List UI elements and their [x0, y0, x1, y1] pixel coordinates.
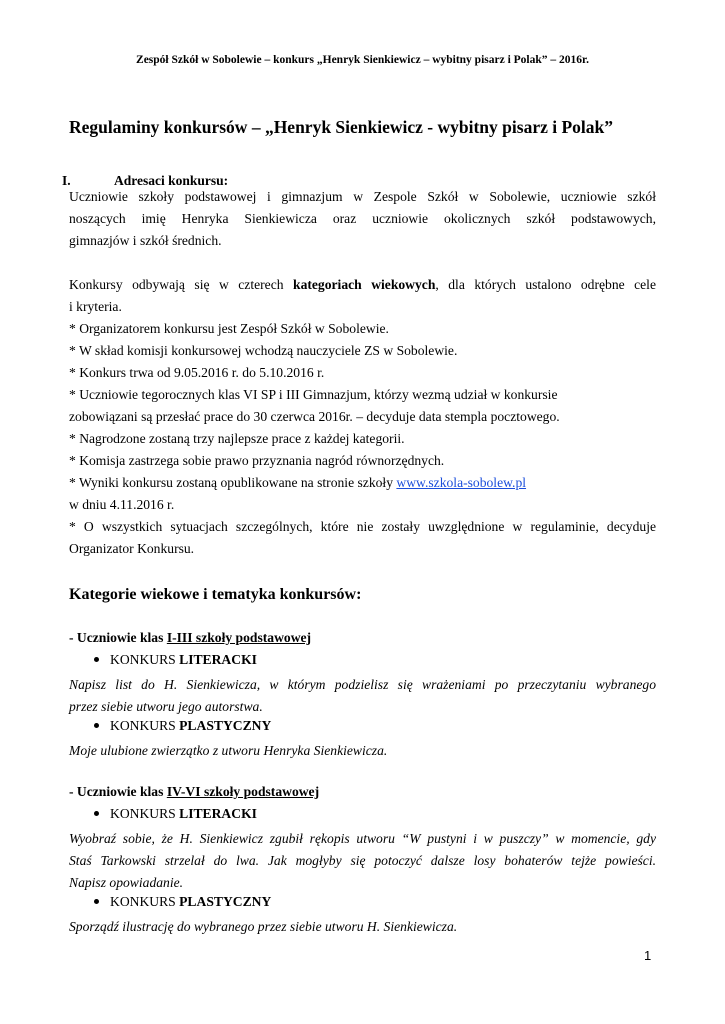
rule-item: * Nagrodzone zostaną trzy najlepsze prace z każdej kategorii.: [69, 431, 405, 446]
contest-type: PLASTYCZNY: [179, 894, 272, 909]
intro-bold: kategoriach wiekowych: [293, 277, 436, 292]
group-heading-1-3: [69, 630, 311, 646]
school-website-link[interactable]: www.szkola-sobolew.pl: [396, 475, 527, 490]
intro-text: Konkursy odbywają się w czterech: [69, 277, 284, 292]
literary-task-2-line-3: Napisz opowiadanie.: [69, 875, 184, 890]
intro-text-end: , dla których ustalono odrębne cele: [435, 277, 656, 292]
rule-item: * Organizatorem konkursu jest Zespół Szkół w Sobolewie.: [69, 321, 389, 336]
literary-task-1-line-1: Napisz list do H. Sienkiewicza, w którym podzielisz się wrażeniami po przeczytaniu wybranego: [69, 677, 656, 692]
bullet-art-1: [94, 718, 271, 734]
literary-task-2-line-1: Wyobraź sobie, że H. Sienkiewicz zgubił rękopis utworu “W pustyni i w puszczy” w momencie, gdy: [69, 831, 656, 846]
literary-task-1-line-2: przez siebie utworu jego autorstwa.: [69, 699, 263, 714]
group-prefix: - Uczniowie klas: [69, 784, 164, 799]
contest-label: KONKURS: [110, 806, 176, 821]
rule-item: * Konkurs trwa od 9.05.2016 r. do 5.10.2016 r.: [69, 365, 325, 380]
results-date: w dniu 4.11.2016 r.: [69, 497, 175, 512]
categories-heading: Kategorie wiekowe i tematyka konkursów:: [69, 586, 362, 603]
group-range: IV-VI szkoły podstawowej: [166, 784, 320, 799]
final-rule-line-2: Organizator Konkursu.: [69, 541, 195, 556]
bullet-literary-2: [94, 806, 257, 822]
page-header: Zespół Szkół w Sobolewie – konkurs „Henryk Sienkiewicz – wybitny pisarz i Polak” – 2016r.: [136, 54, 589, 66]
group-prefix: - Uczniowie klas: [69, 630, 164, 645]
contest-type: LITERACKI: [179, 652, 257, 667]
results-line: [69, 472, 656, 494]
art-task-2: Sporządź ilustrację do wybranego przez siebie utworu H. Sienkiewicza.: [69, 919, 458, 934]
rule-item: * Uczniowie tegorocznych klas VI SP i III Gimnazjum, którzy wezmą udział w konkursie: [69, 387, 558, 402]
addressees-line-1: Uczniowie szkoły podstawowej i gimnazjum w Zespole Szkół w Sobolewie, uczniowie szkół: [69, 189, 656, 204]
results-text: * Wyniki konkursu zostaną opublikowane na stronie szkoły: [69, 475, 393, 490]
contest-label: KONKURS: [110, 894, 176, 909]
document-title: Regulaminy konkursów – „Henryk Sienkiewicz - wybitny pisarz i Polak”: [69, 117, 614, 137]
page-number: 1: [644, 948, 652, 963]
contest-label: KONKURS: [110, 718, 176, 733]
categories-intro: [69, 274, 656, 296]
addressees-line-3: gimnazjów i szkół średnich.: [69, 233, 222, 248]
art-task-1: Moje ulubione zwierzątko z utworu Henryka Sienkiewicza.: [69, 743, 388, 758]
bullet-icon: [94, 723, 99, 728]
bullet-art-2: [94, 894, 271, 910]
rule-item: * Komisja zastrzega sobie prawo przyznania nagród równorzędnych.: [69, 453, 445, 468]
rule-item: zobowiązani są przesłać prace do 30 czerwca 2016r. – decyduje data stempla pocztowego.: [69, 409, 560, 424]
bullet-icon: [94, 899, 99, 904]
rule-item: * W skład komisji konkursowej wchodzą nauczyciele ZS w Sobolewie.: [69, 343, 458, 358]
literary-task-2-line-2: Staś Tarkowski strzelał do lwa. Jak mogłyby się potoczyć dalsze losy bohaterów tejże powieści.: [69, 853, 656, 868]
contest-label: KONKURS: [110, 652, 176, 667]
contest-type: PLASTYCZNY: [179, 718, 272, 733]
categories-intro-line-2: i kryteria.: [69, 299, 122, 314]
section-title: Adresaci konkursu:: [114, 173, 229, 188]
bullet-literary-1: [94, 652, 257, 668]
group-range: I-III szkoły podstawowej: [166, 630, 312, 645]
contest-type: LITERACKI: [179, 806, 257, 821]
bullet-icon: [94, 657, 99, 662]
section-number: I.: [62, 173, 71, 188]
addressees-line-2: noszących imię Henryka Sienkiewicza oraz uczniowie okolicznych szkół podstawowych,: [69, 211, 656, 226]
group-heading-4-6: [69, 784, 319, 800]
bullet-icon: [94, 811, 99, 816]
final-rule-line-1: * O wszystkich sytuacjach szczególnych, które nie zostały uwzględnione w regulaminie, decyduje: [69, 519, 656, 534]
